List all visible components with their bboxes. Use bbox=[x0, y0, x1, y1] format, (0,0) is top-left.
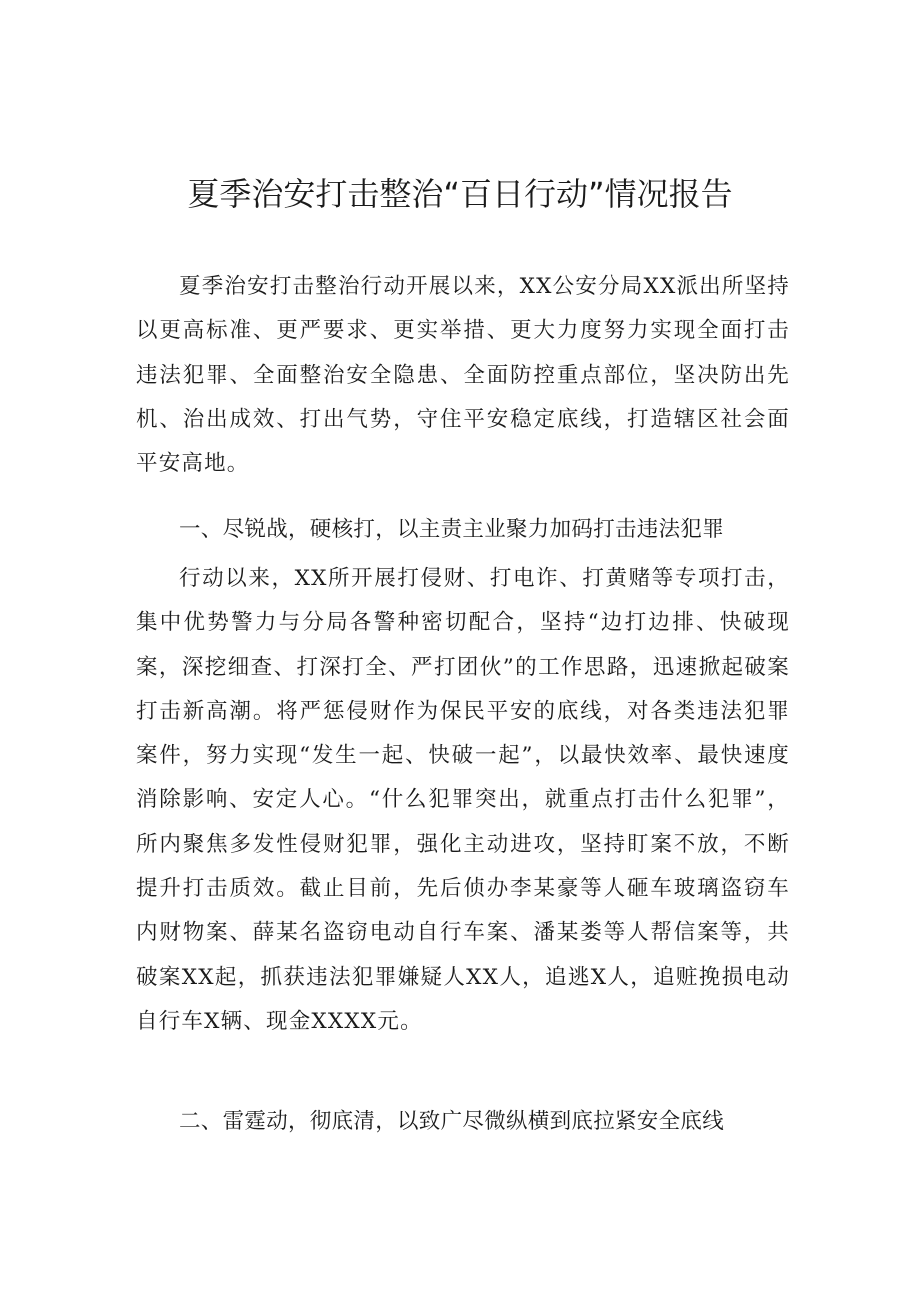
section-1-paragraph: 行动以来，XX所开展打侵财、打电诈、打黄赌等专项打击，集中优势警力与分局各警种密切配合，坚持“边打边排、快破现案，深挖细查、打深打全、严打团伙”的工作思路，迅速掀起破案打击新高潮。将严惩侵财作为保民平安的底线，对各类违法犯罪案件，努力实现“发生一起、快破一起”，以最快效率、最快速度消除影响、安定人心。“什么犯罪突出，就重点打击什么犯罪”，所内聚焦多发性侵财犯罪，强化主动进攻，坚持盯案不放，不断提升打击质效。截止目前，先后侦办李某豪等人砸车玻璃盗窃车内财物案、薛某名盗窃电动自行车案、潘某娄等人帮信案等，共破案XX起，抓获违法犯罪嫌疑人XX人，追逃X人，追赃挽损电动自行车X辆、现金XXXX元。 bbox=[136, 566, 790, 1034]
document-title: 夏季治安打击整治“百日行动”情况报告 bbox=[187, 175, 733, 213]
intro-paragraph: 夏季治安打击整治行动开展以来，XX公安分局XX派出所坚持以更高标准、更严要求、更实举措、更大力度努力实现全面打击违法犯罪、全面整治安全隐患、全面防控重点部位，坚决防出先机、治出成效、打出气势，守住平安稳定底线，打造辖区社会面平安高地。 bbox=[136, 274, 790, 477]
section-heading-2: 二、雷霆动，彻底清，以致广尽微纵横到底拉紧安全底线 bbox=[179, 1109, 725, 1134]
section-heading-1: 一、尽锐战，硬核打，以主责主业聚力加码打击违法犯罪 bbox=[179, 517, 725, 542]
